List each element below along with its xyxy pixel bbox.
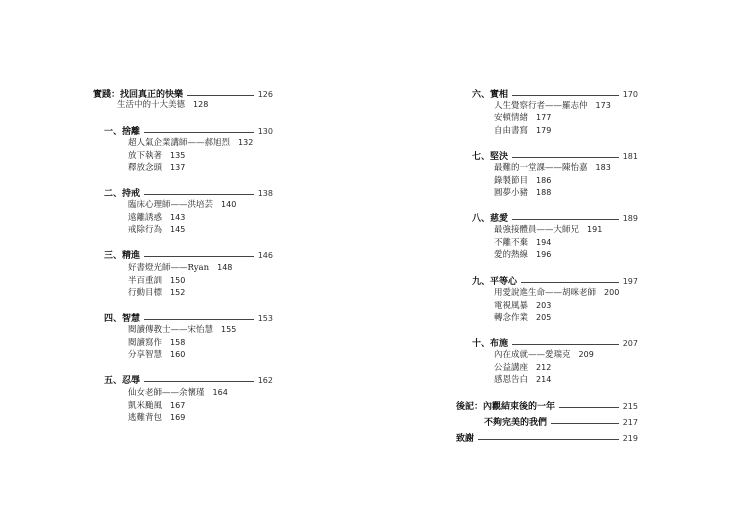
page-number: 189 bbox=[622, 214, 638, 223]
toc-title: 實踐：找回真正的快樂 bbox=[93, 90, 184, 100]
toc-subentry[interactable] bbox=[128, 162, 185, 174]
toc-subentry[interactable] bbox=[128, 212, 185, 224]
page-number: 186 bbox=[536, 176, 552, 185]
page-number: 153 bbox=[257, 314, 273, 323]
page-number: 132 bbox=[238, 138, 254, 147]
leader-line bbox=[512, 157, 619, 158]
leader-line bbox=[559, 407, 619, 408]
subentry-label: 超人氣企業講師——郝旭烈 bbox=[128, 138, 231, 148]
toc-title: 四、智慧 bbox=[104, 314, 141, 324]
subentry-label: 內在成就——愛瑞克 bbox=[494, 350, 571, 360]
leader-line bbox=[144, 381, 254, 382]
toc-subentry[interactable] bbox=[128, 150, 185, 162]
page-number: 194 bbox=[536, 238, 552, 247]
page-number: 169 bbox=[170, 413, 186, 422]
subentry-label: 遠離誘惑 bbox=[128, 213, 163, 223]
subentry-label: 錄製節目 bbox=[494, 176, 529, 186]
toc-subentry[interactable] bbox=[494, 112, 551, 124]
subentry-label: 最難的一堂課——陳怡嘉 bbox=[494, 163, 588, 173]
page-number: 179 bbox=[536, 126, 552, 135]
page-number: 160 bbox=[170, 350, 186, 359]
page-number: 177 bbox=[536, 113, 552, 122]
page-number: 188 bbox=[536, 188, 552, 197]
page-number: 197 bbox=[622, 277, 638, 286]
toc-title: 一、捨離 bbox=[104, 127, 141, 137]
page-number: 140 bbox=[221, 200, 237, 209]
subentry-label: 生活中的十大美德 bbox=[117, 100, 186, 110]
toc-subentry[interactable] bbox=[494, 125, 551, 137]
toc-subentry[interactable] bbox=[128, 275, 185, 287]
subentry-label: 安頓情緒 bbox=[494, 113, 529, 123]
page-number: 128 bbox=[193, 100, 209, 109]
page-number: 164 bbox=[212, 388, 228, 397]
toc-subentry[interactable] bbox=[494, 349, 594, 361]
toc-title: 八、慈愛 bbox=[472, 214, 509, 224]
subentry-label: 轉念作業 bbox=[494, 313, 529, 323]
toc-title: 三、精進 bbox=[104, 251, 141, 261]
toc-entry[interactable] bbox=[484, 416, 638, 430]
subentry-label: 最強接體員——大師兄 bbox=[494, 225, 580, 235]
toc-entry[interactable] bbox=[104, 374, 273, 388]
leader-line bbox=[521, 282, 619, 283]
subentry-label: 公益講座 bbox=[494, 363, 529, 373]
toc-subentry[interactable] bbox=[494, 374, 551, 386]
subentry-label: 用愛說進生命——胡咪老師 bbox=[494, 288, 597, 298]
toc-title: 後記：內觀結束後的一年 bbox=[456, 402, 556, 412]
subentry-label: 逃難背包 bbox=[128, 413, 163, 423]
toc-subentry[interactable] bbox=[494, 224, 602, 236]
page-number: 183 bbox=[595, 163, 611, 172]
leader-line bbox=[478, 439, 619, 440]
toc-subentry[interactable] bbox=[494, 237, 551, 249]
leader-line bbox=[144, 194, 254, 195]
page-number: 150 bbox=[170, 276, 186, 285]
toc-subentry[interactable] bbox=[494, 287, 619, 299]
page-number: 135 bbox=[170, 151, 186, 160]
page-number: 148 bbox=[217, 263, 233, 272]
leader-line bbox=[187, 95, 254, 96]
toc-subentry[interactable] bbox=[494, 312, 551, 324]
page-number: 217 bbox=[622, 418, 638, 427]
page-number: 137 bbox=[170, 163, 186, 172]
page-number: 196 bbox=[536, 250, 552, 259]
page-number: 146 bbox=[257, 251, 273, 260]
page-number: 212 bbox=[536, 363, 552, 372]
toc-subentry[interactable] bbox=[128, 324, 236, 336]
subentry-label: 行動目標 bbox=[128, 288, 163, 298]
toc-subentry[interactable] bbox=[128, 412, 185, 424]
page-number: 200 bbox=[604, 288, 620, 297]
page-number: 143 bbox=[170, 213, 186, 222]
subentry-label: 放下執著 bbox=[128, 151, 163, 161]
toc-title: 不夠完美的我們 bbox=[484, 418, 548, 428]
toc-title: 六、實相 bbox=[472, 90, 509, 100]
toc-title: 七、堅決 bbox=[472, 152, 509, 162]
leader-line bbox=[551, 423, 619, 424]
toc-subentry[interactable] bbox=[494, 162, 611, 174]
page-number: 203 bbox=[536, 301, 552, 310]
page-number: 219 bbox=[622, 434, 638, 443]
page-number: 214 bbox=[536, 375, 552, 384]
leader-line bbox=[512, 95, 619, 96]
toc-subentry[interactable] bbox=[117, 99, 208, 111]
page-number: 215 bbox=[622, 402, 638, 411]
page-number: 181 bbox=[622, 152, 638, 161]
subentry-label: 感恩告白 bbox=[494, 375, 529, 385]
page-number: 191 bbox=[587, 225, 603, 234]
toc-entry[interactable] bbox=[104, 249, 273, 263]
page-number: 130 bbox=[257, 127, 273, 136]
toc-entry[interactable] bbox=[456, 400, 638, 414]
subentry-label: 人生覺察行者——羅志仲 bbox=[494, 101, 588, 111]
page-number: 167 bbox=[170, 401, 186, 410]
leader-line bbox=[144, 256, 254, 257]
page-number: 162 bbox=[257, 376, 273, 385]
toc-title: 二、持戒 bbox=[104, 189, 141, 199]
subentry-label: 閱讀傳教士——宋怡慧 bbox=[128, 325, 214, 335]
leader-line bbox=[144, 319, 254, 320]
toc-subentry[interactable] bbox=[494, 187, 551, 199]
page-number: 173 bbox=[595, 101, 611, 110]
toc-entry[interactable] bbox=[456, 432, 638, 446]
toc-subentry[interactable] bbox=[128, 337, 185, 349]
subentry-label: 仙女老師——余懷瑾 bbox=[128, 388, 205, 398]
toc-subentry[interactable] bbox=[128, 199, 236, 211]
toc-subentry[interactable] bbox=[128, 262, 232, 274]
subentry-label: 半百重訓 bbox=[128, 276, 163, 286]
toc-subentry[interactable] bbox=[494, 100, 611, 112]
subentry-label: 閱讀寫作 bbox=[128, 338, 163, 348]
toc-subentry[interactable] bbox=[494, 249, 551, 261]
page-number: 145 bbox=[170, 225, 186, 234]
subentry-label: 愛的熱線 bbox=[494, 250, 529, 260]
leader-line bbox=[512, 219, 619, 220]
toc-subentry[interactable] bbox=[494, 362, 551, 374]
toc-title: 九、平等心 bbox=[472, 277, 518, 287]
leader-line bbox=[512, 344, 619, 345]
toc-subentry[interactable] bbox=[494, 300, 551, 312]
subentry-label: 自由書寫 bbox=[494, 126, 529, 136]
subentry-label: 分享智慧 bbox=[128, 350, 163, 360]
page-number: 207 bbox=[622, 339, 638, 348]
toc-title: 致謝 bbox=[456, 434, 475, 444]
toc-subentry[interactable] bbox=[128, 287, 185, 299]
toc-subentry[interactable] bbox=[128, 224, 185, 236]
page-number: 155 bbox=[221, 325, 237, 334]
subentry-label: 釋放念頭 bbox=[128, 163, 163, 173]
subentry-label: 好書燈光師——Ryan bbox=[128, 263, 210, 273]
page-number: 138 bbox=[257, 189, 273, 198]
subentry-label: 凱米颱風 bbox=[128, 401, 163, 411]
toc-subentry[interactable] bbox=[494, 175, 551, 187]
page-number: 209 bbox=[578, 350, 594, 359]
page-number: 158 bbox=[170, 338, 186, 347]
subentry-label: 電視風暴 bbox=[494, 301, 529, 311]
toc-title: 十、布施 bbox=[472, 339, 509, 349]
leader-line bbox=[144, 132, 254, 133]
toc-title: 五、忍辱 bbox=[104, 376, 141, 386]
subentry-label: 圓夢小豬 bbox=[494, 188, 529, 198]
page-number: 152 bbox=[170, 288, 186, 297]
toc-subentry[interactable] bbox=[128, 349, 185, 361]
page-number: 170 bbox=[622, 90, 638, 99]
toc-subentry[interactable] bbox=[128, 400, 185, 412]
page-number: 205 bbox=[536, 313, 552, 322]
toc-subentry[interactable] bbox=[128, 387, 228, 399]
page-number: 126 bbox=[257, 90, 273, 99]
subentry-label: 臨床心理師——洪培芸 bbox=[128, 200, 214, 210]
toc-subentry[interactable] bbox=[128, 137, 253, 149]
subentry-label: 戒除行為 bbox=[128, 225, 163, 235]
subentry-label: 不離不棄 bbox=[494, 238, 529, 248]
